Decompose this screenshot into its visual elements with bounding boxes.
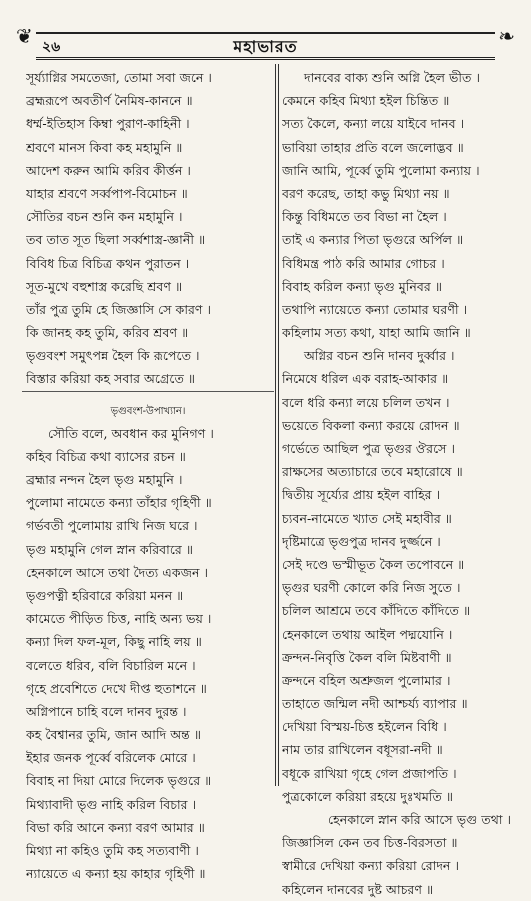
verse-line: কহিলেন দানবের দুষ্ট আচরণ ॥: [282, 881, 434, 897]
verse-line: ভৃগুর ঘরণী কোলে করি নিজ সুতে ।: [282, 580, 461, 596]
verse-line: হেনকালে আসে তথা দৈত্য একজন ।: [26, 564, 208, 580]
verse-line: পুত্রকোলে করিয়া রহয়ে দুঃখমতি ॥: [282, 788, 453, 804]
verse-line: গৃহে প্রবেশিতে দেখে দীপ্ত হুতাশনে ॥: [26, 680, 207, 696]
verse-line: ইহার জনক পূর্ব্বে বরিলেক মোরে ।: [26, 750, 196, 766]
verse-line: বলে ধরি কন্যা লয়ে চলিল তখন ।: [282, 394, 450, 410]
verse-line: ধর্ম্ম-ইতিহাস কিম্বা পুরাণ-কাহিনী ।: [26, 116, 190, 132]
curl-ornament-icon: ❦: [16, 24, 33, 48]
verse-line: সত্য কৈলে, কন্যা লয়ে যাইবে দানব ।: [282, 116, 465, 132]
verse-line: নিমেষে ধরিল এক বরাহ-আকার ॥: [282, 371, 449, 387]
column-divider: [278, 64, 279, 786]
verse-line: কামেতে পীড়িত চিত্ত, নাহি অন্য ভয় ।: [26, 611, 212, 627]
verse-line: বরণ করেছ, তাহা কভু মিথ্যা নয় ॥: [282, 185, 450, 201]
verse-line: সেই দণ্ডে ভস্মীভূত কৈল তপোবনে ॥: [282, 556, 465, 572]
verse-line: সূত-মুখে বহুশাস্ত্র করেছি শ্রবণ ॥: [26, 278, 183, 294]
verse-line: হেনকালে তথায় আইল পদ্মযোনি ।: [282, 626, 453, 642]
verse-block-top: [26, 66, 270, 391]
verse-line: অগ্নিপানে চাহি বলে দানব দুরন্ত ।: [26, 703, 187, 719]
verse-line: দেখিয়া বিস্ময়-চিত্ত হইলেন বিধি ।: [282, 719, 447, 735]
verse-line: অগ্নির বচন শুনি দানব দুর্ব্বার ।: [304, 348, 455, 364]
verse-line: রাক্ষসের অত্যাচারে তবে মহারোষে ॥: [282, 464, 463, 480]
verse-line: আদেশ করুন আমি করিব কীর্ত্তন ।: [26, 162, 191, 178]
verse-line: ভাবিয়া তাহার প্রতি বলে জলোদ্ভব ॥: [282, 139, 464, 155]
header-rule-bottom: [36, 57, 495, 60]
column-divider: [275, 64, 276, 786]
verse-line: ব্রহ্মার নন্দন হৈল ভৃগু মহামুনি ।: [26, 472, 183, 487]
verse-line: বিবিধ চিত্র বিচিত্র কথন পুরাতন ।: [26, 255, 190, 271]
verse-line: সূর্য্যাগ্নির সমতেজা, তোমা সবা জনে ।: [26, 70, 212, 85]
verse-line: মিথ্যা না কহিও তুমি কহ সত্যবাণী ।: [26, 843, 199, 858]
verse-line: স্বামীরে দেখিয়া কন্যা করিয়া রোদন ।: [282, 858, 459, 874]
verse-line: ব্রহ্মরূপে অবতীর্ণ নৈমিষ-কাননে ॥: [26, 93, 193, 109]
verse-line: কহ বৈশ্বানর তুমি, জান আদি অন্ত ॥: [26, 727, 201, 743]
section-heading: ভৃগুবংশ-উপাখ্যান।: [110, 405, 186, 417]
verse-line: দৃষ্টিমাত্রে ভৃগুপুত্র দানব দুর্জ্জনে ।: [282, 533, 441, 549]
verse-line: ক্রন্দন-নিবৃত্তি কৈল বলি মিষ্টবাণী ॥: [282, 649, 452, 665]
verse-line: চ্যবন-নামেতে খ্যাত সেই মহাবীর ॥: [282, 510, 452, 526]
verse-line: ভৃগুবংশ সমুৎপন্ন হৈল কি রূপেতে ।: [26, 348, 200, 364]
verse-line: বিবাহ করিল কন্যা ভৃগু মুনিবর ॥: [282, 278, 442, 294]
verse-line: বধূকে রাখিয়া গৃহে গেল প্রজাপতি ।: [282, 765, 457, 781]
page-number: ২৬: [42, 39, 61, 55]
curl-ornament-icon: ❧: [498, 24, 515, 48]
verse-line: তথাপি ন্যায়েতে কন্যা তোমার ঘরণী ।: [282, 301, 468, 317]
verse-line: তাহাতে জন্মিল নদী আশ্চর্য্য ব্যাপার ॥: [282, 696, 468, 712]
verse-line: সৌতির বচন শুনি কন মহামুনি ।: [26, 209, 183, 225]
verse-line: কেমনে কহিব মিথ্যা হইল চিন্তিত ॥: [282, 93, 450, 109]
verse-line: কন্যা দিল ফল-মূল, কিছু নাহি লয় ॥: [26, 634, 202, 650]
verse-block-right: [282, 66, 522, 901]
verse-line: যাহার শ্রবণে সর্ব্বপাপ-বিমোচন ॥: [26, 185, 188, 201]
verse-line: বিস্তার করিয়া কহ সবার অগ্রেতে ॥: [26, 371, 196, 387]
verse-line: তাঁর পুত্র তুমি হে জিজ্ঞাসি সে কারণ ।: [26, 301, 212, 317]
running-title: মহাভারত: [233, 37, 298, 56]
verse-line: শ্রবণে মানস কিবা কহ মহামুনি ॥: [26, 139, 183, 155]
verse-line: পুলোমা নামেতে কন্যা তাঁহার গৃহিণী ॥: [26, 495, 212, 511]
verse-line: ভৃগু মহামুনি গেল স্নান করিবারে ॥: [26, 541, 193, 557]
verse-line: কিন্তু বিধিমতে তব বিভা না হৈল ।: [282, 209, 447, 225]
verse-line: মিথ্যাবাদী ভৃগু নাহি করিল বিচার ।: [26, 796, 197, 812]
verse-line: ন্যায়েতে এ কন্যা হয় কাহার গৃহিণী ॥: [26, 866, 206, 882]
verse-line: ভৃগুপত্নী হরিবারে করিয়া মনন ॥: [26, 587, 184, 603]
verse-line: কহিলাম সত্য কথা, যাহা আমি জানি ॥: [282, 325, 471, 341]
right-column: [282, 66, 522, 901]
verse-line: সৌতি বলে, অবধান কর মুনিগণ ।: [48, 425, 214, 441]
verse-line: নাম তার রাখিলেন বধূসরা-নদী ॥: [282, 742, 443, 758]
verse-line: ক্রন্দনে বহিল অশ্রুজল পুলোমার ।: [282, 672, 451, 688]
verse-line: কহিব বিচিত্র কথা ব্যাসের রচন ॥: [26, 448, 186, 464]
verse-line: কি জানহ কহ তুমি, করিব শ্রবণ ॥: [26, 325, 189, 341]
verse-line: হেনকালে স্নান করি আসে ভৃগু তথা ।: [328, 812, 512, 827]
verse-line: জানি আমি, পূর্ব্বে তুমি পুলোমা কন্যায় ।: [282, 162, 480, 178]
verse-line: চলিল আশ্রমে তবে কাঁদিতে কাঁদিতে ॥: [282, 603, 471, 619]
verse-line: গর্ভবতী পুলোমায় রাখি নিজ ঘরে ।: [26, 518, 198, 534]
verse-line: জিজ্ঞাসিল কেন তব চিত্ত-বিরসতা ॥: [282, 835, 458, 851]
verse-line: ভয়েতে বিকলা কন্যা করয়ে রোদন ॥: [282, 417, 460, 433]
verse-line: দ্বিতীয় সূর্য্যের প্রায় হইল বাহির ।: [282, 487, 441, 503]
page-header: [14, 26, 517, 60]
verse-line: বিধিমন্ত্র পাঠ করি আমার গোচর ।: [282, 255, 445, 271]
verse-line: তব তাত সূত ছিলা সর্ব্বশাস্ত্র-জ্ঞানী ॥: [26, 232, 206, 248]
verse-line: বিভা করি আনে কন্যা বরণ আমার ॥: [26, 819, 205, 835]
verse-line: তাই এ কন্যার পিতা ভৃগুরে অর্পিল ॥: [282, 232, 464, 248]
left-column: [26, 66, 270, 885]
verse-block-bottom: [26, 422, 270, 886]
verse-line: গর্ভেতে আছিল পুত্র ভৃগুর ঔরসে ।: [282, 441, 455, 456]
verse-line: বিবাহ না দিয়া মোরে দিলেক ভৃগুরে ॥: [26, 773, 212, 789]
verse-line: দানবের বাক্য শুনি অগ্নি হৈল ভীত ।: [304, 70, 480, 85]
verse-line: বলেতে ধরিব, বলি বিচারিল মনে ।: [26, 657, 196, 673]
